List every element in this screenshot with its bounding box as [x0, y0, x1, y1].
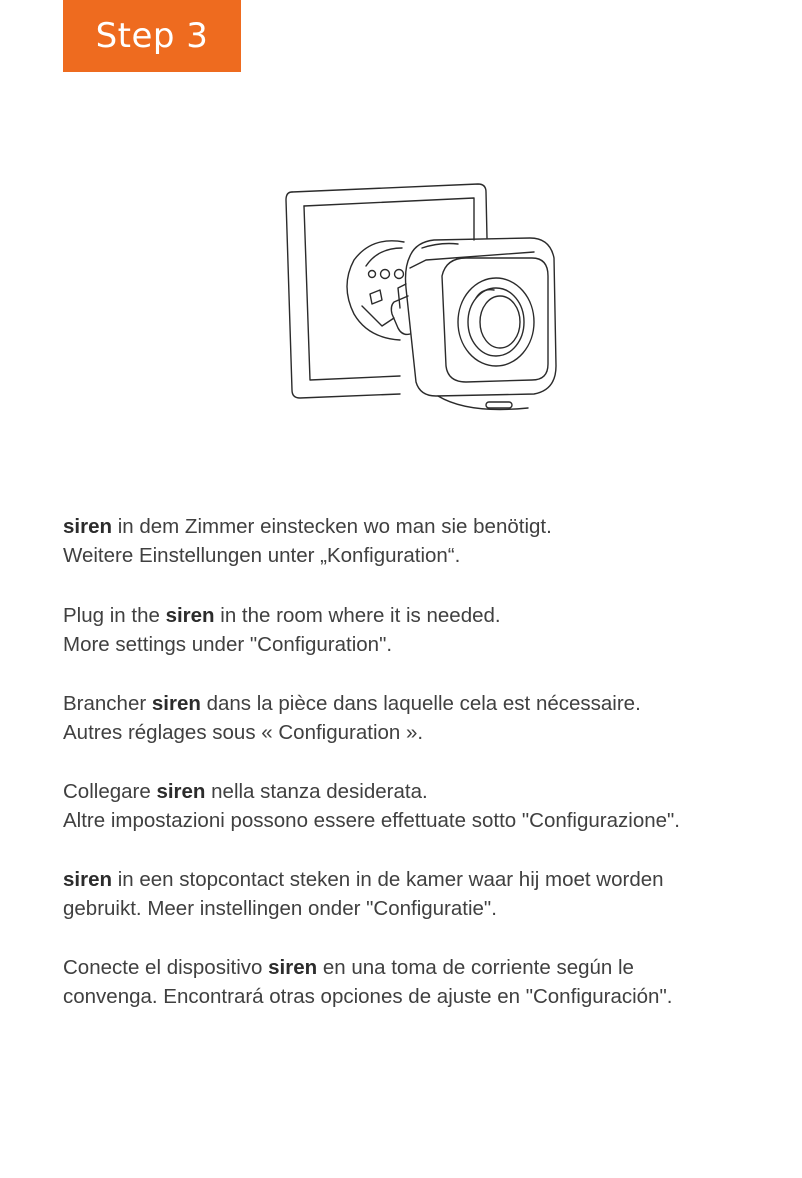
- product-name: siren: [156, 780, 206, 803]
- siren-plugged-into-wall-socket-icon: [282, 178, 582, 428]
- instruction-it: Collegare siren nella stanza desiderata. Altre impostazioni possono essere effettuate sotto "Configurazione".: [63, 780, 681, 832]
- instruction-fr: Brancher siren dans la pièce dans laquelle cela est nécessaire. Autres réglages sous « Configuration ».: [63, 692, 641, 744]
- instruction-nl: siren in een stopcontact steken in de kamer waar hij moet worden gebruikt. Meer instellingen onder "Configuratie".: [63, 868, 664, 920]
- product-name: siren: [268, 956, 318, 979]
- product-name: siren: [63, 868, 112, 891]
- product-name: siren: [63, 515, 112, 538]
- step-badge: [63, 0, 241, 72]
- instruction-de: siren in dem Zimmer einstecken wo man sie benötigt. Weitere Einstellungen unter „Konfiguration“.: [63, 515, 552, 567]
- product-name: siren: [165, 604, 215, 627]
- step-label: Step 3: [95, 16, 209, 56]
- product-name: siren: [151, 692, 201, 715]
- instruction-en: Plug in the siren in the room where it is needed. More settings under "Configuration".: [63, 604, 501, 656]
- instruction-es: Conecte el dispositivo siren en una toma de corriente según le convenga. Encontrará otras opciones de ajuste en "Configuración".: [63, 956, 673, 1008]
